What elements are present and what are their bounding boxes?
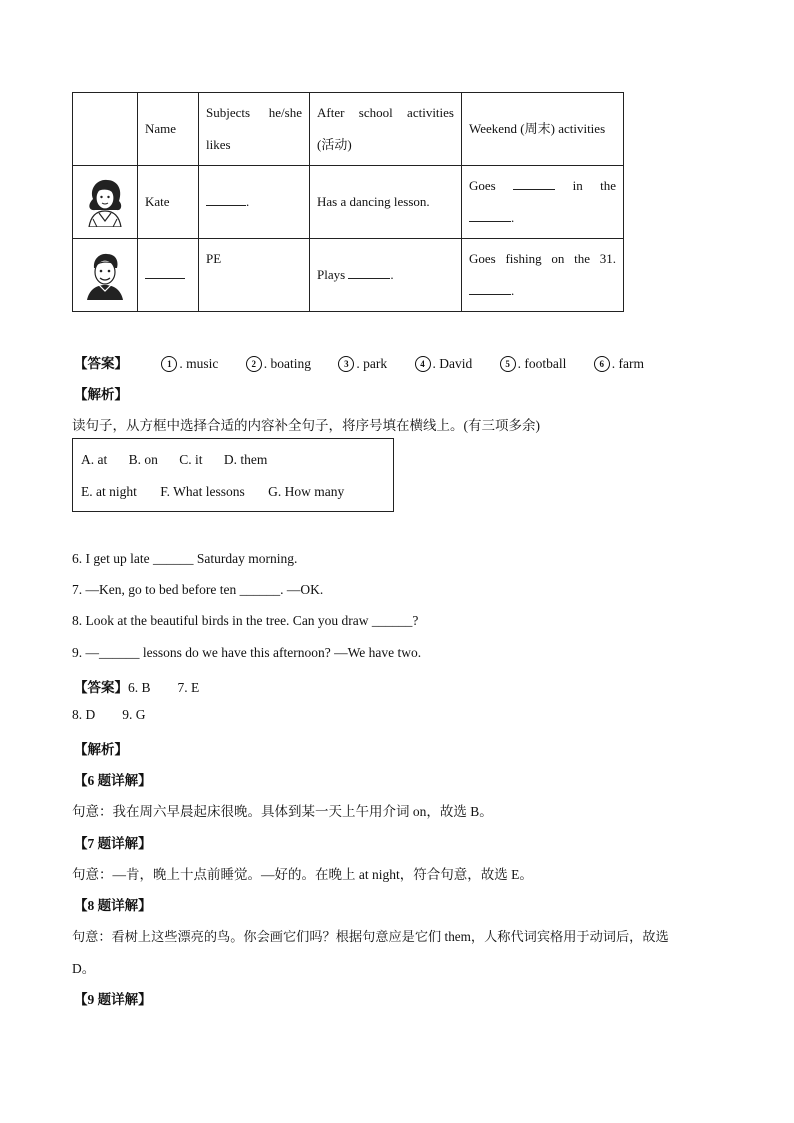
info-table: [72, 92, 624, 312]
answer-line-2: [74, 676, 199, 696]
photo-cell: [73, 239, 138, 312]
row1-weekend-line2: .: [469, 202, 616, 234]
options-line-2: [81, 484, 362, 500]
option-d: D. them: [223, 452, 268, 467]
row1-subject: .: [199, 166, 310, 239]
row1-name: Kate: [138, 166, 199, 239]
answer-text: . boating: [263, 356, 311, 371]
answer-text: . park: [356, 356, 388, 371]
table-row: [73, 239, 624, 312]
options-line-1: [81, 452, 285, 468]
row2-name: [138, 239, 199, 312]
row2-weekend: [462, 239, 624, 312]
row2-weekend-line1: Goes fishing on the 31.: [469, 251, 616, 266]
header-name: Name: [138, 93, 199, 166]
option-c: C. it: [179, 452, 203, 467]
answer-item-1: [161, 356, 218, 371]
analysis2-label: 【解析】: [74, 742, 128, 757]
blank-line: [206, 204, 246, 206]
circled-number: 1: [161, 356, 177, 372]
answer2-label: 【答案】: [74, 680, 128, 695]
detail-6-title: 【6 题详解】: [74, 773, 152, 788]
detail-9-title: 【9 题详解】: [74, 992, 152, 1007]
photo-cell: [73, 166, 138, 239]
header-subjects-line2: likes: [206, 137, 231, 152]
answer-item-3: [338, 356, 387, 371]
circled-number: 3: [338, 356, 354, 372]
answer-item-5: [500, 356, 567, 371]
circled-number: 2: [246, 356, 262, 372]
blank-line: [348, 277, 390, 279]
blank-line: [513, 188, 555, 190]
detail-8-title: 【8 题详解】: [74, 898, 152, 913]
row2-subject: PE: [199, 239, 310, 312]
answer-label: 【答案】: [74, 356, 128, 371]
boy-avatar-icon: [83, 250, 127, 300]
answer-text: . football: [517, 356, 567, 371]
option-b: B. on: [128, 452, 158, 467]
blank-line: [469, 293, 511, 295]
option-a: A. at: [81, 452, 108, 467]
detail-7-text: 句意：—肯，晚上十点前睡觉。—好的。在晚上 at night，符合句意，故选 E。: [72, 867, 533, 882]
header-weekend: Weekend (周末) activities: [462, 93, 624, 166]
answer-text: . music: [179, 356, 219, 371]
option-g: G. How many: [268, 484, 345, 499]
answer2-line1: 6. B 7. E: [128, 680, 200, 695]
answer-text: . David: [432, 356, 473, 371]
header-after-line2: (活动): [317, 137, 352, 152]
row1-after: Has a dancing lesson.: [310, 166, 462, 239]
option-f: F. What lessons: [160, 484, 245, 499]
header-subjects: [199, 93, 310, 166]
answer-text: . farm: [611, 356, 644, 371]
detail-7-title: 【7 题详解】: [74, 836, 152, 851]
row2-weekend-line2: .: [469, 275, 616, 307]
row1-weekend: [462, 166, 624, 239]
circled-number: 5: [500, 356, 516, 372]
answer-line-1: [74, 352, 668, 372]
analysis-label: 【解析】: [74, 387, 128, 402]
instruction-text: 读句子，从方框中选择合适的内容补全句子，将序号填在横线上。(有三项多余): [72, 418, 540, 433]
blank-line: [469, 220, 511, 222]
circled-number: 4: [415, 356, 431, 372]
option-e: E. at night: [81, 484, 137, 499]
answer2-line2: 8. D 9. G: [72, 707, 146, 722]
header-after-school: [310, 93, 462, 166]
header-after-line1: After school activities: [317, 105, 454, 120]
question-8: 8. Look at the beautiful birds in the tree. Can you draw ______?: [72, 613, 419, 628]
question-7: 7. —Ken, go to bed before ten ______. —OK.: [72, 582, 324, 597]
circled-number: 6: [594, 356, 610, 372]
blank-line: [145, 277, 185, 279]
row1-weekend-line1: Goes in the: [469, 178, 617, 193]
table-row: [73, 166, 624, 239]
table-header-row: [73, 93, 624, 166]
detail-8-text-cont: D。: [72, 961, 96, 976]
options-box: [72, 438, 394, 512]
detail-8-text: 句意：看树上这些漂亮的鸟。你会画它们吗？根据句意应是它们 them，人称代词宾格用于动词后，故选: [72, 929, 669, 944]
question-6: 6. I get up late ______ Saturday morning.: [72, 551, 298, 566]
answer-item-6: [594, 356, 644, 371]
detail-6-text: 句意：我在周六早晨起床很晚。具体到某一天上午用介词 on，故选 B。: [72, 804, 493, 819]
question-9: 9. —______ lessons do we have this afternoon? —We have two.: [72, 645, 422, 660]
answer-item-4: [415, 356, 473, 371]
header-photo-cell: [73, 93, 138, 166]
header-subjects-line1: Subjects he/she: [206, 105, 302, 120]
row2-after: Plays .: [310, 239, 462, 312]
answer-item-2: [246, 356, 311, 371]
girl-avatar-icon: [83, 177, 127, 227]
